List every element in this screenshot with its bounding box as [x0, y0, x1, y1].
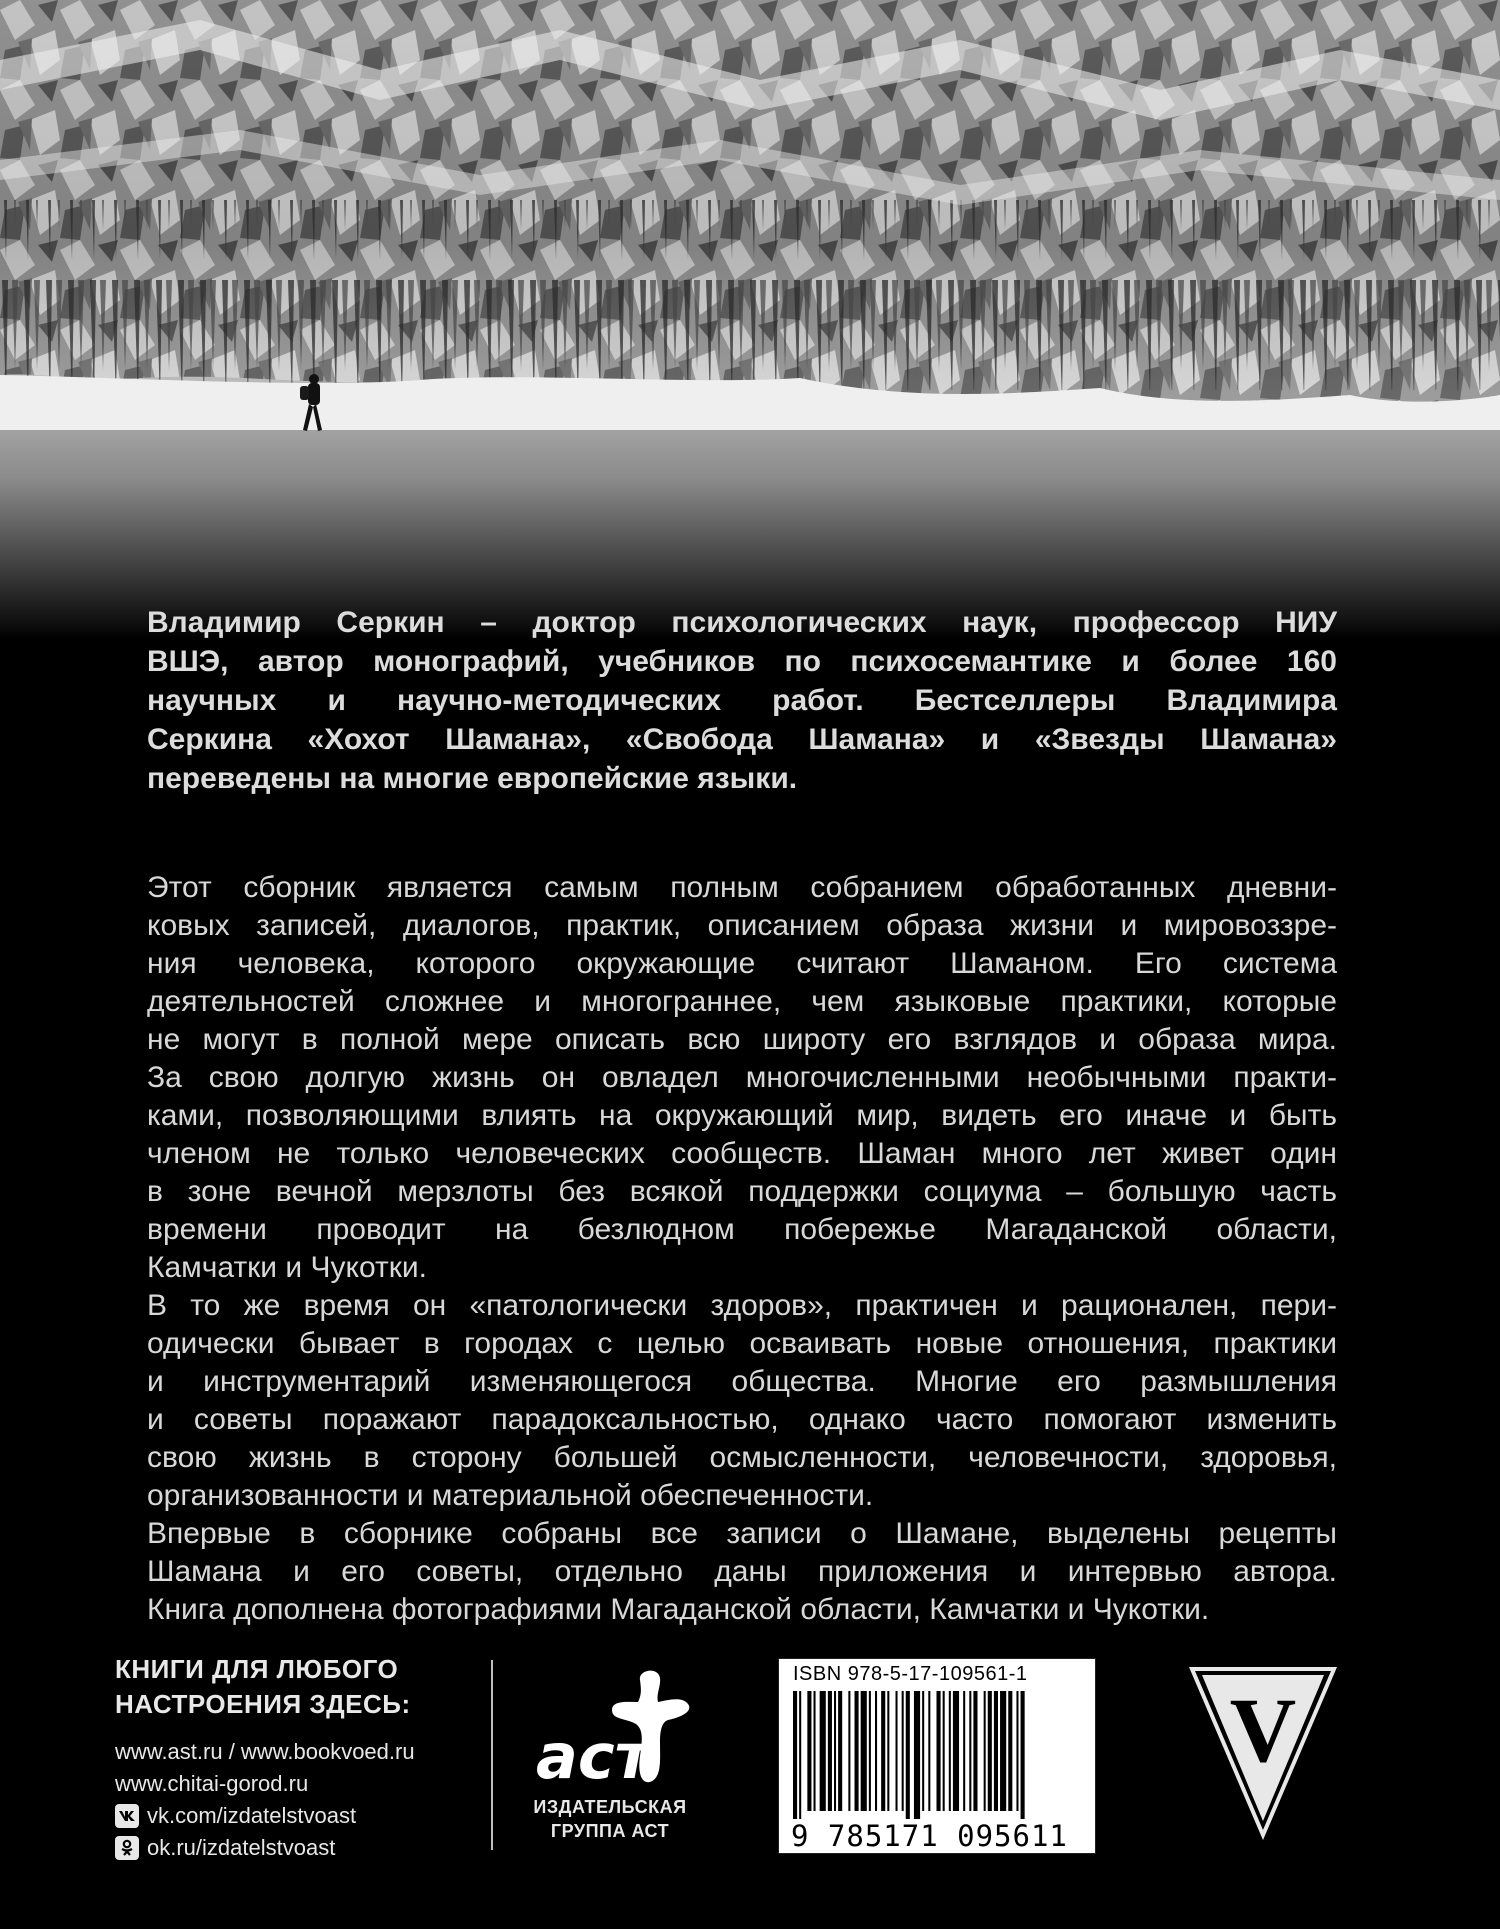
- bio-line: научных и научно-методических работ. Бестселлеры Владимира: [147, 684, 1337, 717]
- barcode-bar: [937, 1691, 941, 1811]
- description-line: времени проводит на безлюдном побережье Магаданской области,: [147, 1213, 1337, 1246]
- barcode-bar: [969, 1691, 971, 1811]
- description-line: членом не только человеческих сообществ. Шаман много лет живет один: [147, 1137, 1337, 1170]
- description-line: одически бывает в городах с целью осваивать новые отношения, практики: [147, 1327, 1337, 1360]
- barcode-bar: [869, 1691, 871, 1811]
- description-paragraph-3: [147, 1515, 1337, 1629]
- barcode-bar: [848, 1691, 850, 1811]
- description-line: деятельностей сложнее и многограннее, чем языковые практики, которые: [147, 985, 1337, 1018]
- barcode-bar: [928, 1691, 930, 1811]
- barcode-bar: [838, 1691, 842, 1811]
- author-bio: [147, 603, 1337, 798]
- barcode-bar: [994, 1691, 998, 1811]
- store-url-ast-bookvoed[interactable]: www.ast.ru / www.bookvoed.ru: [115, 1739, 415, 1764]
- ok-icon: [115, 1836, 139, 1860]
- description-line: ками, позволяющими влиять на окружающий мир, видеть его иначе и быть: [147, 1099, 1337, 1132]
- isbn-barcode: [778, 1658, 1096, 1854]
- bio-line: переведены на многие европейские языки.: [147, 762, 798, 795]
- cliff-snow-photo: [0, 0, 1500, 640]
- barcode-bar: [963, 1691, 965, 1811]
- description-line: За свою долгую жизнь он овладел многочисленными необычными практи-: [147, 1061, 1337, 1094]
- barcode-bar: [828, 1691, 832, 1811]
- barcode-bar: [875, 1691, 877, 1811]
- barcode-bar: [881, 1691, 885, 1811]
- ast-caption: [520, 1795, 700, 1843]
- description-paragraph-2: [147, 1287, 1337, 1515]
- barcode-bar: [861, 1691, 867, 1811]
- barcode-bar: [953, 1691, 959, 1811]
- v-triangle-icon: [1188, 1665, 1338, 1840]
- description-line: не могут в полной мере описать всю широту его взглядов и образа мира.: [147, 1023, 1337, 1056]
- isbn-digits: 9 785171 095611: [791, 1819, 1068, 1853]
- barcode-bar: [814, 1691, 816, 1811]
- description-paragraph-1: [147, 869, 1337, 1287]
- description-line: Впервые в сборнике собраны все записи о Шамане, выделены рецепты: [147, 1517, 1337, 1550]
- barcode-bar: [914, 1691, 920, 1819]
- bio-line: Серкина «Хохот Шамана», «Свобода Шамана» и «Звезды Шамана»: [147, 723, 1337, 756]
- barcode-bar: [943, 1691, 945, 1811]
- bio-line: ВШЭ, автор монографий, учебников по психосемантике и более 160: [147, 645, 1337, 678]
- store-url-chitai-gorod[interactable]: www.chitai-gorod.ru: [115, 1771, 309, 1796]
- barcode-bar: [887, 1691, 889, 1811]
- barcode-bar: [1021, 1691, 1025, 1819]
- barcode-bar: [949, 1691, 951, 1811]
- barcode-bar: [988, 1691, 992, 1811]
- description-line: ния человека, которого окружающие считают Шаманом. Его система: [147, 947, 1337, 980]
- vk-link[interactable]: vk.com/izdatelstvoast: [147, 1803, 357, 1828]
- barcode-bar: [906, 1691, 910, 1819]
- barcode-bar: [1000, 1691, 1006, 1811]
- social-vk[interactable]: [115, 1800, 475, 1832]
- description-line: и инструментарий изменяющегося общества. Многие его размышления: [147, 1365, 1337, 1398]
- v-letter: V: [1229, 1679, 1297, 1781]
- description-line: В то же время он «патологически здоров», практичен и рационален, пери-: [147, 1289, 1337, 1322]
- barcode-bar: [799, 1691, 801, 1819]
- barcode-bar: [902, 1691, 904, 1811]
- barcode-bar: [922, 1691, 924, 1811]
- ok-link[interactable]: ok.ru/izdatelstvoast: [147, 1835, 336, 1860]
- ast-logo-icon: [520, 1660, 710, 1795]
- barcode-bar: [896, 1691, 898, 1811]
- vk-icon: [115, 1804, 139, 1828]
- barcode-bar: [807, 1691, 811, 1811]
- barcode-bar: [855, 1691, 859, 1811]
- links-heading-line1: КНИГИ ДЛЯ ЛЮБОГО: [115, 1654, 399, 1684]
- isbn-label: ISBN 978-5-17-109561-1: [793, 1663, 1028, 1685]
- description-line: свою жизнь в сторону большей осмысленности, человечности, здоровья,: [147, 1441, 1337, 1474]
- barcode-bar: [793, 1691, 797, 1819]
- description-line: и советы поражают парадоксальностью, однако часто помогают изменить: [147, 1403, 1337, 1436]
- imprint-v-logo: [1188, 1665, 1338, 1840]
- barcode-bar: [1008, 1691, 1012, 1811]
- vertical-divider: [491, 1660, 493, 1850]
- barcode-bar: [1016, 1691, 1018, 1811]
- social-ok[interactable]: [115, 1832, 475, 1864]
- ast-caption-line2: ГРУППА АСТ: [550, 1821, 670, 1841]
- barcode-bar: [973, 1691, 977, 1811]
- links-heading-line2: НАСТРОЕНИЯ ЗДЕСЬ:: [115, 1689, 411, 1719]
- description-line: Этот сборник является самым полным собранием обработанных дневни-: [147, 871, 1337, 904]
- description-line: Камчатки и Чукотки.: [147, 1251, 427, 1284]
- barcode-bar: [984, 1691, 986, 1811]
- description-line: организованности и материальной обеспеченности.: [147, 1479, 874, 1512]
- bio-line: Владимир Серкин – доктор психологических наук, профессор НИУ: [147, 606, 1337, 639]
- ast-logo-text: аст: [536, 1720, 651, 1793]
- barcode-bar: [820, 1691, 826, 1811]
- ast-caption-line1: ИЗДАТЕЛЬСКАЯ: [533, 1797, 687, 1817]
- barcode-bars: [791, 1691, 1085, 1819]
- book-description: [147, 869, 1337, 1629]
- description-line: Шамана и его советы, отдельно даны приложения и интервью автора.: [147, 1555, 1337, 1588]
- description-line: ковых записей, диалогов, практик, описанием образа жизни и мировоззре-: [147, 909, 1337, 942]
- store-links: [115, 1652, 475, 1864]
- cover-photo: [0, 0, 1500, 640]
- description-line: Книга дополнена фотографиями Магаданской области, Камчатки и Чукотки.: [147, 1593, 1210, 1626]
- barcode-bar: [834, 1691, 836, 1811]
- description-line: в зоне вечной мерзлоты без всякой поддержки социума – большую часть: [147, 1175, 1337, 1208]
